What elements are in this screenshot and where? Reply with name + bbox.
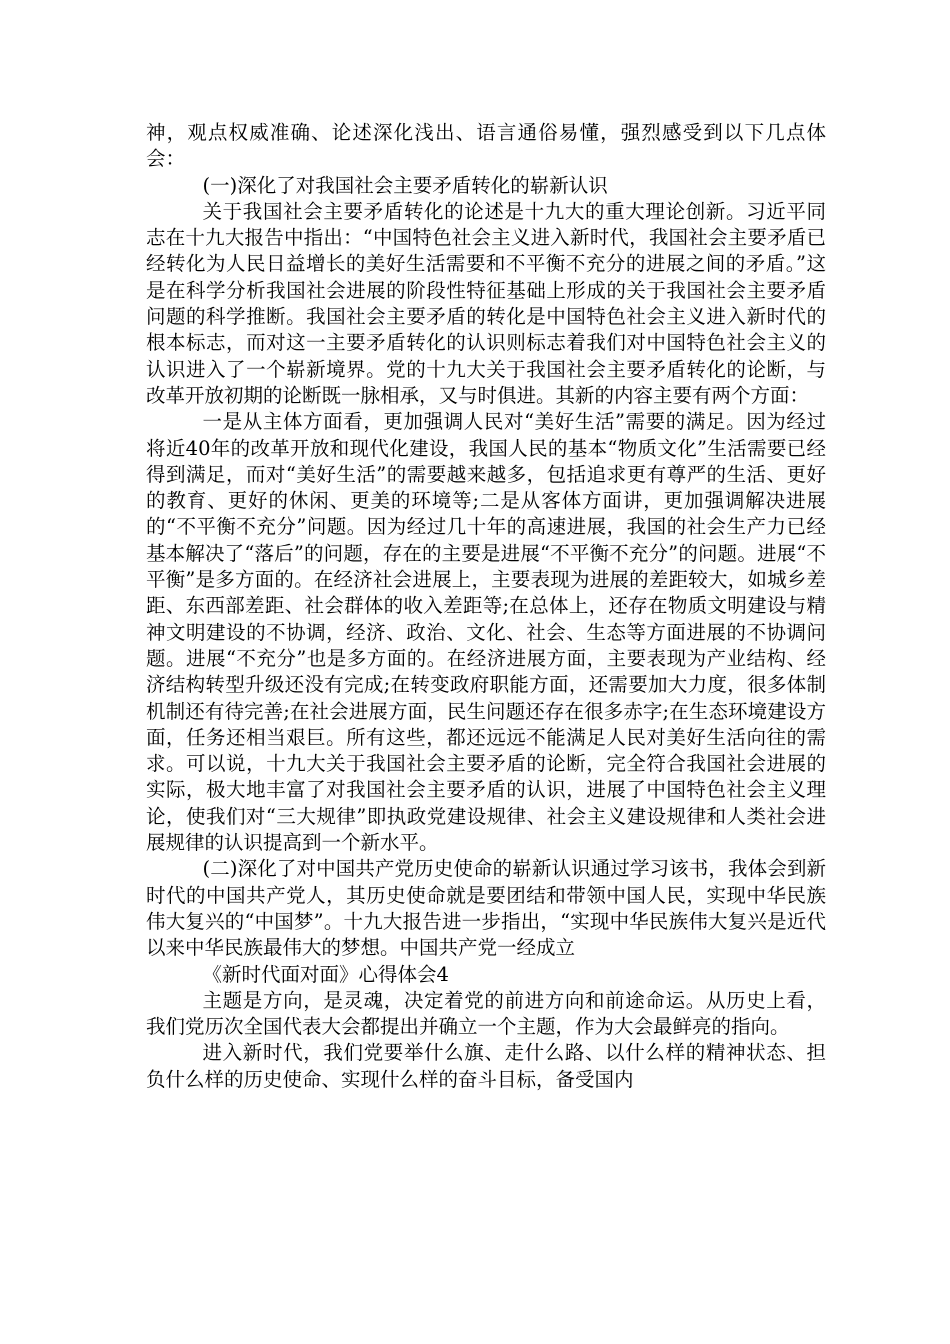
paragraph-two-aspects: 一是从主体方面看，更加强调人民对“美好生活”需要的满足。因为经过将近40年的改革开放和现代化建设，我国人民的基本“物质文化”生活需要已经得到满足，而对“美好生活”的需要越来越多，包括追求更有尊严的生活、更好的教育、更好的休闲、更美的环境等;二是从客体方面讲，更加强调解决进展的“不平衡不充分”问题。因为经过几十年的高速进展，我国的社会生产力已经基本解决了“落后”的问题，存在的主要是进展“不平衡不充分”的问题。进展“不平衡”是多方面的。在经济社会进展上，主要表现为进展的差距较大，如城乡差距、东西部差距、社会群体的收入差距等;在总体上，还存在物质文明建设与精神文明建设的不协调，经济、政治、文化、社会、生态等方面进展的不协调问题。进展“不充分”也是多方面的。在经济进展方面，主要表现为产业结构、经济结构转型升级还没有完成;在转变政府职能方面，还需要加大力度，很多体制机制还有待完善;在社会进展方面，民生问题还存在很多赤字;在生态环境建设方面，任务还相当艰巨。所有这些，都还远远不能满足人民对美好生活向往的需求。可以说，十九大关于我国社会主要矛盾的论断，完全符合我国社会进展的实际，极大地丰富了对我国社会主要矛盾的认识，进展了中国特色社会主义理论，使我们对“三大规律”即执政党建设规律、社会主义建设规律和人类社会进展规律的认识提高到一个新水平。: [146, 410, 826, 855]
paragraph-new-era: 进入新时代，我们党要举什么旗、走什么路、以什么样的精神状态、担负什么样的历史使命、实现什么样的奋斗目标，备受国内: [146, 1041, 826, 1091]
paragraph-theme: 主题是方向，是灵魂，决定着党的前进方向和前途命运。从历史上看，我们党历次全国代表大会都提出并确立一个主题，作为大会最鲜亮的指向。: [146, 988, 826, 1039]
section-heading-1: (一)深化了对我国社会主要矛盾转化的崭新认识: [202, 173, 608, 197]
paragraph-contradiction: 关于我国社会主要矛盾转化的论述是十九大的重大理论创新。习近平同志在十九大报告中指出：“中国特色社会主义进入新时代，我国社会主要矛盾已经转化为人民日益增长的美好生活需要和不平衡不充分的进展之间的矛盾。”这是在科学分析我国社会进展的阶段性特征基础上形成的关于我国社会主要矛盾问题的科学推断。我国社会主要矛盾的转化是中国特色社会主义进入新时代的根本标志，而对这一主要矛盾转化的认识则标志着我们对中国特色社会主义的认识进入了一个崭新境界。党的十九大关于我国社会主要矛盾转化的论断，与改革开放初期的论断既一脉相承，又与时俱进。其新的内容主要有两个方面：: [146, 199, 826, 407]
document-page: [146, 120, 826, 1093]
paragraph-intro: 神，观点权威准确、论述深化浅出、语言通俗易懂，强烈感受到以下几点体会：: [146, 121, 826, 171]
paragraph-historical-mission: (二)深化了对中国共产党历史使命的崭新认识通过学习该书，我体会到新时代的中国共产党人，其历史使命就是要团结和带领中国人民，实现中华民族伟大复兴的“中国梦”。十九大报告进一步指出，“实现中华民族伟大复兴是近代以来中华民族最伟大的梦想。中国共产党一经成立: [146, 857, 826, 960]
section-title-reflection-4: 《新时代面对面》心得体会4: [202, 962, 449, 986]
